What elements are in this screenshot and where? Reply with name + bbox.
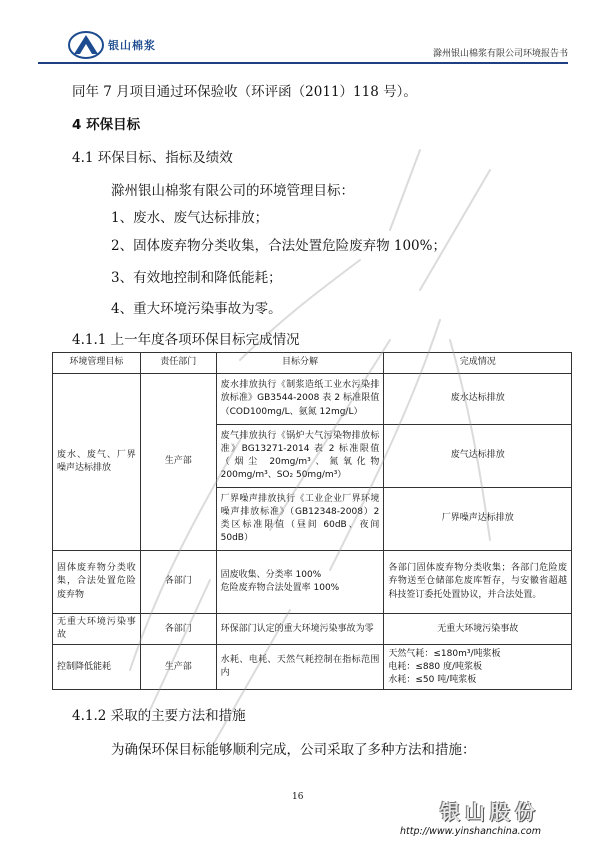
column-header: 目标分解 [216,353,384,374]
result-cell: 各部门固体废弃物分类收集；各部门危险废弃物送至仓储部危废库暂存，与安徽省超越科技签订委托处置协议，并合法处置。 [384,551,572,614]
column-header: 环境管理目标 [53,353,141,374]
section-heading-4: 4 环保目标 [72,117,141,133]
target-cell: 废水、废气、厂界噪声达标排放 [53,374,141,551]
dept-cell: 各部门 [140,551,216,614]
table-row [53,614,572,645]
page-number: 16 [292,792,304,802]
detail-cell: 厂界噪声排放执行《工业企业厂界环境噪声排放标准》（GB12348-2008）2 类区标准限值（昼间 60dB、夜间 50dB） [216,488,384,551]
column-header: 完成情况 [384,353,572,374]
section-heading-4-1-1: 4.1.1 上一年度各项环保目标完成情况 [72,332,300,348]
brand-logo-text: 银山股份 [440,800,540,824]
goal-item: 2、固体废弃物分类收集，合法处置危险废弃物 100%； [111,238,446,254]
result-cell: 无重大环境污染事故 [384,614,572,645]
table-row [53,551,572,614]
goal-item: 3、有效地控制和降低能耗； [111,270,282,286]
environmental-goals-table [52,352,572,690]
dept-cell: 生产部 [140,645,216,690]
detail-cell [216,551,384,614]
measures-intro: 为确保环保目标能够顺利完成，公司采取了多种方法和措施： [111,742,476,758]
goal-item: 4、重大环境污染事故为零。 [111,301,282,317]
section-heading-4-1: 4.1 环保目标、指标及绩效 [72,150,233,166]
result-line: 天然气耗：≤180m³/吨浆板 [388,648,501,659]
detail-cell: 废气排放执行《锅炉大气污染物排放标准》BG13271-2014 表 2 标准限值（烟尘 20mg/m³、氮氧化物 200mg/m³、SO₂ 50mg/m³） [216,425,384,488]
dept-cell: 生产部 [140,374,216,551]
result-line: 水耗：≤50 吨/吨浆板 [388,674,477,685]
logo-text: 银山棉浆 [108,39,156,52]
goal-item: 1、废水、废气达标排放； [111,210,269,226]
result-cell [384,645,572,690]
company-logo-icon [68,30,104,60]
result-cell: 废气达标排放 [384,425,572,488]
section-heading-4-1-2: 4.1.2 采取的主要方法和措施 [72,708,246,724]
result-cell: 废水达标排放 [384,374,572,425]
goals-intro: 滁州银山棉浆有限公司的环境管理目标： [111,183,354,199]
website-link[interactable]: http://www.yinshanchina.com [400,826,541,837]
report-title: 滁州银山棉浆有限公司环境报告书 [432,49,568,59]
header-divider [38,62,568,64]
detail-cell: 水耗、电耗、天然气耗控制在指标范围内 [216,645,384,690]
detail-cell: 废水排放执行《制浆造纸工业水污染排放标准》GB3544-2008 表 2 标准限值（COD100mg/L、氨氮 12mg/L） [216,374,384,425]
dept-cell: 各部门 [140,614,216,645]
table-header-row [53,353,572,374]
table-row [53,374,572,425]
target-cell: 固体废弃物分类收集，合法处置危险废弃物 [53,551,141,614]
detail-line: 固废收集、分类率 100% [220,569,322,580]
target-cell: 控制降低能耗 [53,645,141,690]
table-row [53,645,572,690]
page-header [38,22,568,68]
target-cell: 无重大环境污染事故 [53,614,141,645]
detail-cell: 环保部门认定的重大环境污染事故为零 [216,614,384,645]
column-header: 责任部门 [140,353,216,374]
result-cell: 厂界噪声达标排放 [384,488,572,551]
paragraph-acceptance: 同年 7 月项目通过环保验收（环评函（2011）118 号）。 [72,84,417,100]
result-line: 电耗：≤880 度/吨浆板 [388,661,483,672]
detail-line: 危险废弃物合法处置率 100% [220,583,340,593]
